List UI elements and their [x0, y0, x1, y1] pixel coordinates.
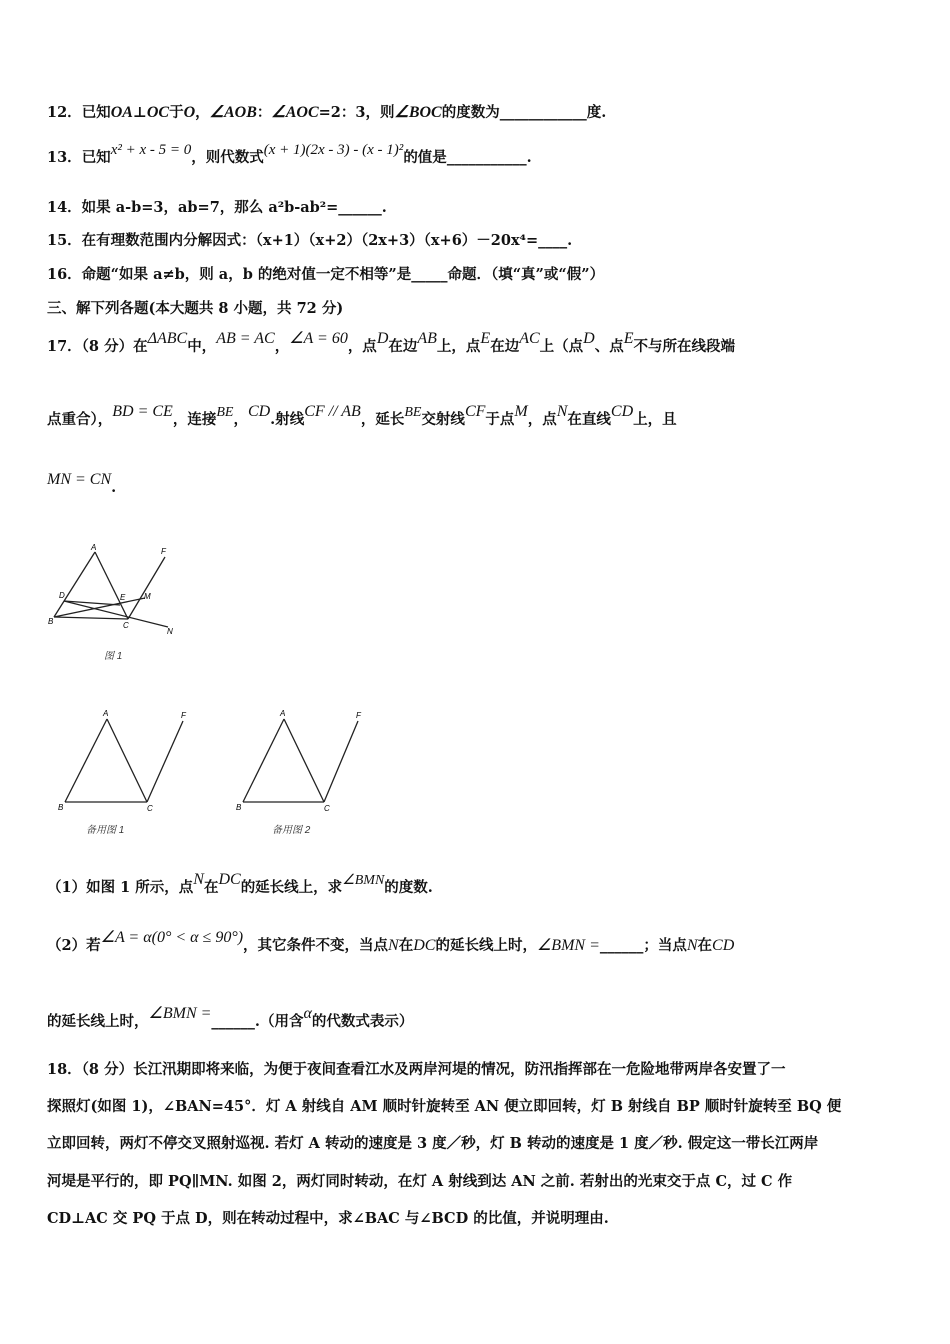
fig1-label-b: B — [48, 617, 54, 626]
q13-equation: x² + x - 5 = 0 — [110, 142, 192, 158]
q17-math: CD — [247, 403, 271, 420]
q17-text: 在边 — [490, 338, 520, 355]
q17-math: N — [193, 871, 204, 888]
question-17-line2 — [47, 403, 677, 431]
q17-math: BE — [404, 405, 422, 420]
question-18-line4: 河堤是平行的，即 PQ∥MN. 如图 2，两灯同时转动，在灯 A 射线到达 AN 之前. 若射出的光束交于点 C，过 C 作 — [47, 1173, 793, 1190]
q17-math: DC — [218, 871, 241, 888]
fig1-caption: 图 1 — [104, 651, 123, 662]
figure-1 — [40, 540, 190, 669]
q17-math: ∠BMN = — [148, 1005, 212, 1022]
q17-math: ΔABC — [147, 330, 188, 347]
q17-math: ∠BMN = — [536, 937, 600, 954]
q12-text: =2：3，则 — [318, 104, 395, 121]
fig1-label-n: N — [167, 627, 173, 636]
fig3-label-a: A — [280, 709, 286, 718]
fig3-label-c: C — [324, 804, 330, 813]
q17-text: 的代数式表示） — [311, 1013, 414, 1030]
fig2-label-b: B — [58, 803, 64, 812]
q17-math: AB = AC — [216, 330, 275, 347]
q17-math: DC — [413, 937, 436, 954]
fig2-label-f: F — [181, 711, 186, 720]
q17-math: AB — [417, 330, 437, 347]
q17-text: 17．（8 分）在 — [47, 338, 148, 355]
q17-text: 的延长线上时， — [47, 1013, 149, 1030]
q17-text: 上，且 — [633, 411, 677, 428]
q17-text: ，其它条件不变，当点 — [243, 937, 389, 954]
q17-text: 在直线 — [567, 411, 611, 428]
q17-math: CD — [712, 937, 735, 954]
q17-text: ，连接 — [172, 411, 217, 428]
q17-math: ∠A = 60 — [289, 330, 348, 347]
fig1-label-a: A — [91, 543, 97, 552]
q17-text: 交射线 — [421, 411, 465, 428]
q17-math: α — [303, 1005, 312, 1022]
q17-math: D — [583, 330, 595, 347]
q17-math: MN = CN — [47, 471, 112, 488]
section-3-heading: 三、解下列各题(本大题共 8 小题，共 72 分) — [47, 300, 344, 317]
question-18-line5: CD⊥AC 交 PQ 于点 D，则在转动过程中，求∠BAC 与∠BCD 的比值，并说明理由. — [47, 1210, 609, 1227]
q17-text: 的度数. — [384, 879, 433, 896]
q12-text: 度. — [586, 104, 607, 121]
q17-math: BE — [216, 405, 234, 420]
fig2-label-a: A — [103, 709, 109, 718]
q17-text: .（用含 — [254, 1013, 304, 1030]
question-17-part1 — [47, 871, 433, 899]
q17-text: 点重合）， — [47, 411, 113, 428]
q13-text: ，则代数式 — [191, 149, 264, 166]
q12-math-oa: OA — [110, 104, 133, 121]
fig1-label-m: M — [144, 592, 151, 601]
q12-perp: ⊥ — [132, 104, 147, 121]
q17-math: AC — [519, 330, 540, 347]
fig1-label-f: F — [161, 547, 166, 556]
fig1-label-c: C — [123, 621, 129, 630]
q17-text: 上（点 — [539, 338, 584, 355]
q17-text: 在 — [203, 879, 219, 896]
question-18-line3: 立即回转，两灯不停交叉照射巡视. 若灯 A 转动的速度是 3 度／秒，灯 B 转动的速度是 1 度／秒. 假定这一带长江两岸 — [47, 1135, 819, 1152]
q12-answer-blank: ____________ — [499, 104, 587, 121]
question-18-line2: 探照灯(如图 1)，∠BAN=45°．灯 A 射线自 AM 顺时针旋转至 AN 便立即回转，灯 B 射线自 BP 顺时针旋转至 BQ 便 — [47, 1098, 842, 1115]
q17-text: 上，点 — [436, 338, 481, 355]
q17-math: CF — [464, 403, 486, 420]
q17-math: N — [686, 937, 698, 954]
question-17-line3 — [47, 471, 117, 498]
q17-math: M — [514, 403, 528, 420]
q17-math: CD — [610, 403, 634, 420]
q17-text: ，点 — [347, 338, 377, 355]
question-18-line1: 18．（8 分）长江汛期即将来临，为便于夜间查看江水及两岸河堤的情况，防汛指挥部在一危险地带两岸各安置了一 — [47, 1061, 786, 1078]
q17-text: ， — [274, 338, 290, 355]
figure-2 — [50, 705, 200, 844]
q17-text: ；当点 — [643, 937, 687, 954]
q13-text: . — [526, 149, 532, 166]
q17-text: 在 — [697, 937, 713, 954]
q17-text: 在边 — [388, 338, 418, 355]
fig3-label-f: F — [356, 711, 361, 720]
q12-text: 的度数为 — [441, 104, 500, 121]
q17-text: 不与所在线段端 — [633, 338, 735, 355]
q13-expression: (x + 1)(2x - 3) - (x - 1)² — [263, 142, 404, 158]
q17-math: E — [623, 330, 634, 347]
q17-text: 在 — [398, 937, 414, 954]
q17-answer-blank: ______ — [599, 937, 644, 954]
q12-text: 于 — [169, 104, 184, 121]
fig3-label-b: B — [236, 803, 242, 812]
q17-text: .射线 — [270, 411, 305, 428]
question-17-part3 — [47, 1005, 414, 1032]
q17-text: ，点 — [527, 411, 557, 428]
fig2-label-c: C — [147, 804, 153, 813]
q17-answer-blank: ______ — [211, 1013, 255, 1030]
q17-math: ∠BMN — [342, 873, 385, 888]
q13-text: 已知 — [81, 149, 111, 166]
q13-text: 的值是 — [403, 149, 447, 166]
question-16: 16．命题“如果 a≠b，则 a，b 的绝对值一定不相等”是_____命题．（填“真”或“假”） — [47, 266, 605, 283]
q17-text: （1）如图 1 所示，点 — [47, 879, 194, 896]
q17-text: 的延长线上时， — [435, 937, 537, 954]
q17-math: ∠A = α(0° < α ≤ 90°) — [100, 929, 244, 946]
question-13 — [47, 142, 532, 168]
q12-text: ， — [195, 104, 210, 121]
fig1-label-e: E — [120, 593, 126, 602]
question-14: 14．如果 a-b=3，ab=7，那么 a²b-ab²=______. — [47, 199, 387, 216]
q12-math-oc: OC — [146, 104, 170, 121]
q12-math-aob: ∠AOB — [209, 104, 257, 121]
question-17-part2 — [47, 929, 735, 956]
q17-math: N — [388, 937, 399, 954]
q17-text: 于点 — [485, 411, 515, 428]
question-17-line1 — [47, 330, 735, 357]
q13-number: 13． — [47, 149, 82, 166]
question-15: 15．在有理数范围内分解因式：（x+1）（x+2）（2x+3）（x+6）－20x⁴=____. — [47, 232, 573, 249]
figure-3 — [230, 705, 380, 844]
question-12 — [47, 103, 606, 123]
q17-text: . — [111, 479, 117, 496]
q12-math-boc: ∠BOC — [394, 104, 442, 121]
q12-math-o: O — [183, 104, 196, 121]
q17-text: 中， — [187, 338, 217, 355]
fig1-label-d: D — [59, 591, 65, 600]
q17-math: E — [480, 330, 491, 347]
q13-answer-blank: ___________ — [446, 149, 527, 166]
fig3-caption: 备用图 2 — [272, 825, 311, 836]
q12-math-aoc: ∠AOC — [271, 104, 319, 121]
fig2-caption: 备用图 1 — [86, 825, 125, 836]
q17-text: （2）若 — [47, 937, 101, 954]
q12-number: 12． — [47, 104, 82, 121]
q12-text: ： — [256, 104, 272, 121]
q17-text: 的延长线上，求 — [240, 879, 343, 896]
q17-text: 、点 — [594, 338, 624, 355]
q17-text: ，延长 — [360, 411, 405, 428]
q12-text: 已知 — [81, 104, 111, 121]
q17-math: D — [376, 330, 389, 347]
q17-math: BD = CE — [112, 403, 173, 420]
q17-math: CF // AB — [304, 403, 361, 420]
q17-text: ， — [233, 411, 248, 428]
q17-math: N — [556, 403, 568, 420]
